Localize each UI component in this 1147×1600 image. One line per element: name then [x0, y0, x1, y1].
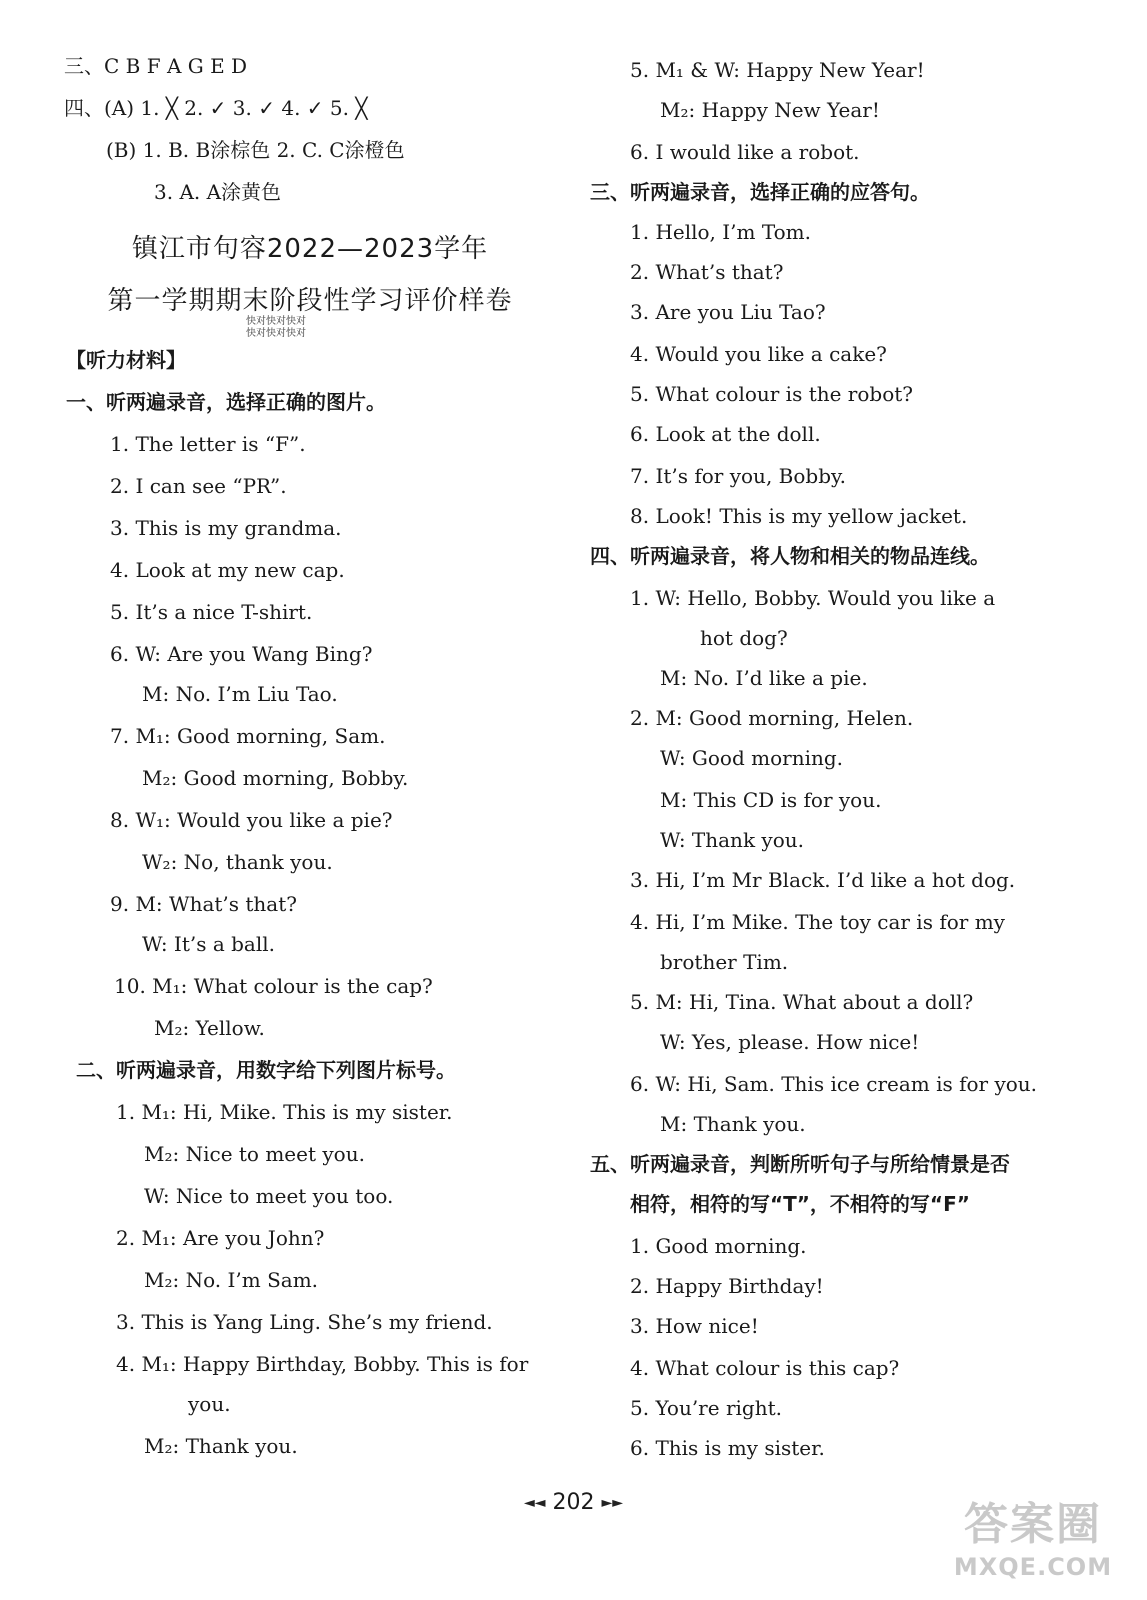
- stamp-text-1: 快对快对快对: [246, 316, 306, 327]
- list-item: 3. This is Yang Ling. She’s my friend.: [116, 1310, 493, 1334]
- list-item: 3. This is my grandma.: [110, 516, 342, 540]
- list-item: 1. Good morning.: [630, 1234, 807, 1258]
- list-item: 2. What’s that?: [630, 260, 784, 284]
- watermark-logo: [933, 1498, 1133, 1594]
- section4-heading: 四、听两遍录音，将人物和相关的物品连线。: [590, 544, 990, 568]
- section5-heading-line1: 五、听两遍录音，判断所听句子与所给情景是否: [590, 1152, 1010, 1176]
- list-item: 7. M₁: Good morning, Sam.: [110, 724, 386, 748]
- list-item: W: Yes, please. How nice!: [660, 1030, 920, 1054]
- list-item: 4. Look at my new cap.: [110, 558, 345, 582]
- list-item: 5. M₁ & W: Happy New Year!: [630, 58, 925, 82]
- list-item: 2. M₁: Are you John?: [116, 1226, 325, 1250]
- list-item: W₂: No, thank you.: [142, 850, 333, 874]
- list-item: 5. It’s a nice T-shirt.: [110, 600, 313, 624]
- paper-title-line2: 第一学期期末阶段性学习评价样卷: [107, 286, 513, 316]
- answer-line-4a: 四、(A) 1. ╳ 2. ✓ 3. ✓ 4. ✓ 5. ╳: [64, 96, 368, 120]
- list-item: W: Good morning.: [660, 746, 844, 770]
- list-item: 6. This is my sister.: [630, 1436, 825, 1460]
- page-number: 202: [552, 1490, 595, 1515]
- prev-page-icon[interactable]: ◄◄: [523, 1495, 546, 1511]
- list-item: 5. What colour is the robot?: [630, 382, 914, 406]
- list-item: W: It’s a ball.: [142, 932, 275, 956]
- answer-line-4b-3: 3. A. A涂黄色: [154, 180, 282, 204]
- list-item: 6. Look at the doll.: [630, 422, 821, 446]
- paper-title-line1: 镇江市句容2022—2023学年: [131, 234, 489, 264]
- list-item: M₂: Yellow.: [154, 1016, 265, 1040]
- list-item: 3. Hi, I’m Mr Black. I’d like a hot dog.: [630, 868, 1016, 892]
- list-item: 1. Hello, I’m Tom.: [630, 220, 811, 244]
- list-item: hot dog?: [700, 626, 788, 650]
- list-item: 5. You’re right.: [630, 1396, 782, 1420]
- list-item: M₂: Happy New Year!: [660, 98, 880, 122]
- next-page-icon[interactable]: ►►: [601, 1495, 624, 1511]
- list-item: 1. W: Hello, Bobby. Would you like a: [630, 586, 996, 610]
- list-item: 10. M₁: What colour is the cap?: [114, 974, 433, 998]
- list-item: 6. W: Hi, Sam. This ice cream is for you.: [630, 1072, 1038, 1096]
- list-item: M: This CD is for you.: [660, 788, 882, 812]
- list-item: 9. M: What’s that?: [110, 892, 297, 916]
- stamp-text-2: 快对快对快对: [246, 328, 306, 339]
- list-item: 3. How nice!: [630, 1314, 759, 1338]
- list-item: M: No. I’m Liu Tao.: [142, 682, 338, 706]
- list-item: 2. Happy Birthday!: [630, 1274, 824, 1298]
- list-item: 4. What colour is this cap?: [630, 1356, 900, 1380]
- section5-heading-line2: 相符，相符的写“T”，不相符的写“F”: [630, 1192, 970, 1216]
- list-item: 4. Hi, I’m Mike. The toy car is for my: [630, 910, 1005, 934]
- section3-heading: 三、听两遍录音，选择正确的应答句。: [590, 180, 930, 204]
- section-label: 【听力材料】: [66, 348, 186, 372]
- list-item: brother Tim.: [660, 950, 789, 974]
- list-item: M: Thank you.: [660, 1112, 806, 1136]
- list-item: 8. W₁: Would you like a pie?: [110, 808, 393, 832]
- list-item: 4. M₁: Happy Birthday, Bobby. This is for: [116, 1352, 529, 1376]
- list-item: 8. Look! This is my yellow jacket.: [630, 504, 968, 528]
- list-item: 4. Would you like a cake?: [630, 342, 887, 366]
- list-item: 6. W: Are you Wang Bing?: [110, 642, 373, 666]
- answer-line-3: 三、C B F A G E D: [64, 54, 248, 78]
- list-item: 1. M₁: Hi, Mike. This is my sister.: [116, 1100, 453, 1124]
- list-item: W: Nice to meet you too.: [144, 1184, 394, 1208]
- section1-heading: 一、听两遍录音，选择正确的图片。: [66, 390, 386, 414]
- list-item: M₂: Nice to meet you.: [144, 1142, 365, 1166]
- list-item: 2. M: Good morning, Helen.: [630, 706, 914, 730]
- list-item: 5. M: Hi, Tina. What about a doll?: [630, 990, 974, 1014]
- list-item: 3. Are you Liu Tao?: [630, 300, 826, 324]
- list-item: M: No. I’d like a pie.: [660, 666, 868, 690]
- list-item: 2. I can see “PR”.: [110, 474, 287, 498]
- watermark-text: 答案圈: [964, 1499, 1102, 1550]
- list-item: W: Thank you.: [660, 828, 804, 852]
- list-item: M₂: Thank you.: [144, 1434, 298, 1458]
- list-item: 1. The letter is “F”.: [110, 432, 306, 456]
- list-item: you.: [188, 1392, 231, 1416]
- list-item: M₂: Good morning, Bobby.: [142, 766, 409, 790]
- watermark-url: MXQE.COM: [953, 1553, 1113, 1581]
- list-item: 6. I would like a robot.: [630, 140, 860, 164]
- section2-heading: 二、听两遍录音，用数字给下列图片标号。: [76, 1058, 456, 1082]
- answer-line-4b: (B) 1. B. B涂棕色 2. C. C涂橙色: [106, 138, 405, 162]
- list-item: M₂: No. I’m Sam.: [144, 1268, 319, 1292]
- list-item: 7. It’s for you, Bobby.: [630, 464, 846, 488]
